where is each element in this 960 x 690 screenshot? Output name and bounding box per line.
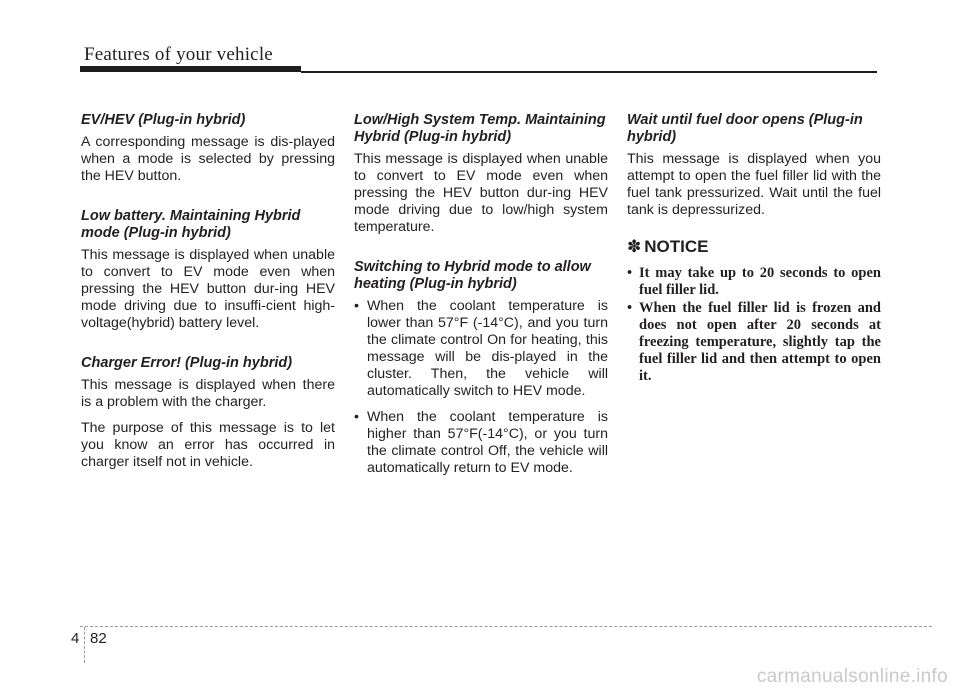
notice-title-text: NOTICE bbox=[644, 237, 709, 256]
paragraph-fuel-door: This message is displayed when you attempt to open the fuel filler lid with the fuel tank pressurized. Wait until the fuel tank is depressurized. bbox=[627, 151, 881, 218]
bullet-list-switching bbox=[354, 298, 608, 477]
paragraph-ev-hev: A corresponding message is dis-played when a mode is selected by pressing the HEV button. bbox=[81, 134, 335, 184]
page-number: 82 bbox=[90, 630, 107, 647]
notice-heading bbox=[627, 237, 881, 257]
section-heading-system-temp: Low/High System Temp. Maintaining Hybrid (Plug-in hybrid) bbox=[354, 112, 606, 145]
column-2 bbox=[354, 112, 608, 486]
paragraph-charger-error-2: The purpose of this message is to let you know an error has occurred in charger itself not in vehicle. bbox=[81, 420, 335, 470]
section-heading-switching-hybrid: Switching to Hybrid mode to allow heating (Plug-in hybrid) bbox=[354, 259, 591, 292]
page-header-title: Features of your vehicle bbox=[84, 44, 273, 65]
chapter-number: 4 bbox=[71, 630, 80, 647]
column-3 bbox=[627, 112, 881, 386]
paragraph-charger-error-1: This message is displayed when there is a problem with the charger. bbox=[81, 377, 335, 410]
notice-list bbox=[627, 265, 881, 385]
paragraph-low-battery: This message is displayed when unable to convert to EV mode even when pressing the HEV button dur-ing HEV mode driving due to insuffi-cient high-voltage(hybrid) battery level. bbox=[81, 247, 335, 331]
header-rule bbox=[301, 71, 877, 73]
column-1 bbox=[81, 112, 335, 480]
header-bar bbox=[80, 66, 301, 72]
list-item: • When the coolant temperature is lower than 57°F (-14°C), and you turn the climate control On for heating, this message will be dis-played in the cluster. Then, the vehicle will automatically switch to HEV mode. bbox=[354, 298, 608, 400]
watermark: carmanualsonline.info bbox=[756, 666, 948, 687]
section-heading-charger-error: Charger Error! (Plug-in hybrid) bbox=[81, 355, 293, 371]
list-item: • When the fuel filler lid is frozen and does not open after 20 seconds at freezing temperature, slightly tap the fuel filler lid and then attempt to open it. bbox=[627, 300, 881, 385]
section-heading-low-battery: Low battery. Maintaining Hybrid mode (Plug-in hybrid) bbox=[81, 208, 301, 241]
list-item: • When the coolant temperature is higher than 57°F(-14°C), or you turn the climate control Off, the vehicle will automatically return to EV mode. bbox=[354, 409, 608, 477]
paragraph-system-temp: This message is displayed when unable to convert to EV mode even when pressing the HEV button dur-ing HEV mode driving due to low/high system temperature. bbox=[354, 151, 608, 235]
footer-dashed-rule bbox=[80, 626, 932, 627]
list-item: • It may take up to 20 seconds to open fuel filler lid. bbox=[627, 265, 881, 299]
asterisk-icon: ✽ bbox=[627, 237, 642, 256]
section-heading-fuel-door: Wait until fuel door opens (Plug-in hybrid) bbox=[627, 112, 863, 145]
footer-dashed-divider bbox=[84, 627, 85, 663]
section-heading-ev-hev: EV/HEV (Plug-in hybrid) bbox=[81, 112, 246, 128]
